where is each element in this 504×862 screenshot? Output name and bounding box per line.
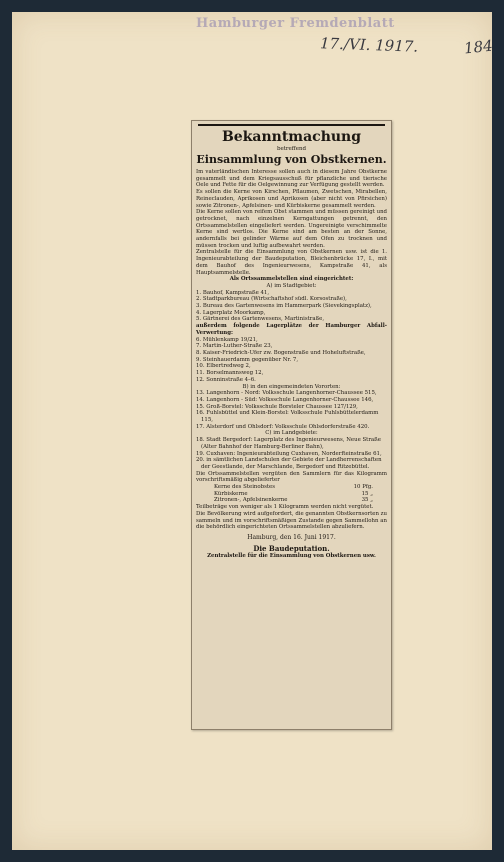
notice-betreffend: betreffend — [276, 146, 307, 152]
list-item: 19. Cuxhaven: Ingenieurabteilung Cuxhaven, Norderfteinstraße 61, — [196, 450, 382, 457]
section-c-heading: C) im Landgebiete: — [265, 430, 318, 437]
list-item: 15. Groß-Borstel: Volksschule Borsteler Chaussee 127/129, — [196, 403, 358, 410]
list-item: 3. Bureau des Gartenwesens im Hammerpark (Sievekingsplatz), — [196, 303, 372, 310]
list-item: 13. Langenhorn - Nord: Volksschule Langenhorner-Chaussee 515, — [196, 390, 377, 397]
newspaper-stamp: Hamburger Fremdenblatt — [196, 16, 395, 31]
list-item: 11. Borselmannsweg 12, — [196, 370, 264, 377]
list-item: 6. Mühlenkamp 19/21, — [196, 336, 258, 343]
list-item: 16. Fuhlsbüttel und Klein-Borstel: Volksschule Fuhlsbüttelerdamm 115, — [196, 410, 379, 424]
fee-label: Zitronen-, Apfelsinenkerne — [214, 497, 288, 504]
fee-row — [196, 497, 387, 504]
fee-label: Kürbiskerne — [214, 490, 248, 497]
list-item: 4. Lagerplatz Moorkamp, — [196, 309, 266, 316]
fee-row — [196, 484, 387, 491]
list-item: 7. Martin-Luther-Straße 23, — [196, 343, 273, 350]
list-item: 1. Bauhof, Kampstraße 41, — [196, 289, 270, 296]
list-item: 12. Sonninstraße 4–6. — [196, 376, 256, 383]
fee-row — [196, 491, 387, 498]
list-item: 10. Elbertredweg 2, — [196, 363, 251, 370]
fee-amount: 10 Pfg. — [353, 484, 373, 491]
handwritten-date: 17./VI. 1917. — [319, 34, 419, 56]
fee-table — [196, 484, 387, 504]
list-item: 18. Stadt Bergedorf: Lagerplatz des Ingenieurwesens, Neue Straße (Alter Bahnhof der Hamburg-Berliner Bahn), — [196, 437, 381, 450]
section-a-heading: A) im Stadtgebiet: — [266, 282, 317, 289]
fee-amount: 15 „ — [361, 490, 373, 497]
section-b-heading: B) in den eingemeindeten Vororten: — [242, 383, 341, 390]
paragraph: Die Kerne sollen von reifem Obst stammen und müssen gereinigt und getrocknet, nach einzelnen Kerngattungen getrennt, den Ortssammelstellen eingeliefert werden. Ungereinigte verschimmelte Kerne sind wertlos. Die Kerne sind am besten an der Sonne, andernfalls bei gelinder Wärme auf dem Ofen zu trocknen und müssen trocken und luftig aufbewahrt werden. — [196, 209, 387, 249]
list-item: 20. in sämtlichen Landschulen der Gebiete der Landherrenschaften der Geestlande, der Marschlande, Bergedorf und Ritzebüttel. — [196, 457, 382, 470]
place-date: Hamburg, den 16. Juni 1917. — [247, 533, 336, 541]
teillieferung-text: Teilbeträge von weniger als 1 Kilogramm werden nicht vergütet. — [196, 504, 374, 511]
list-item: 17. Alsterdorf und Ohlsdorf: Volksschule Ohlsdorferstraße 420. — [196, 423, 370, 430]
list-item: 8. Kaiser-Friedrich-Ufer zw. Bogenstraße und Hoheluftstraße, — [196, 349, 366, 356]
paragraph: Im vaterländischen Interesse sollen auch in diesem Jahre Obstkerne gesammelt und dem Kriegsausschuß für pflanzliche und tierische Oele und Fette für die Oelgewinnung zur Verfügung gestellt werden. — [196, 169, 387, 189]
list-item: 2. Stadtparkbureau (Wirtschaftshof südl. Korsostraße), — [196, 296, 347, 303]
archive-sheet — [12, 12, 492, 850]
notice-subtitle: Einsammlung von Obstkernen. — [196, 153, 387, 166]
verguetung-intro: Die Ortssammelstellen vergüten den Sammlern für das Kilogramm vorschriftsmäßig abgelieferter — [196, 470, 387, 484]
fee-amount: 35 „ — [361, 497, 373, 504]
list-item: 5. Gärtnerei des Gartenwesens, Martinistraße, — [196, 316, 325, 323]
ausserdem-text: außerdem folgende Lagerplätze der Hamburger Abfall-Verwertung: — [196, 323, 387, 336]
list-item: 9. Steinhauerdamm gegenüber Nr. 7, — [196, 356, 299, 363]
paragraph: Zentralstelle für die Einsammlung von Obstkernen usw. ist die 1. Ingenieurabteilung der Baudeputation, Bleichenbrücke 17, I., mit dem Bauhof des Ingenieurwesens, Kampstraße 41, als Hauptsammelstelle. — [196, 249, 387, 276]
list-item: 14. Langenhorn - Süd: Volksschule Langenhorner-Chaussee 146, — [196, 396, 374, 403]
signature: Die Baudeputation. — [253, 543, 330, 553]
newspaper-clipping — [191, 120, 392, 730]
sammelstellen-heading: Als Ortssammelstellen sind eingerichtet: — [229, 276, 354, 283]
signature-sub: Zentralstelle für die Einsammlung von Obstkernen usw. — [207, 552, 376, 559]
clipping-content — [196, 124, 387, 560]
aufruf-text: Die Bevölkerung wird aufgefordert, die genannten Obstkernsorten zu sammeln und im vorschriftsmäßigen Zustande gegen Sammellohn an die behördlich eingerichteten Ortssammelstellen abzuliefern. — [196, 510, 387, 531]
page-number: 184 — [463, 36, 494, 58]
paragraph: Es sollen die Kerne von Kirschen, Pflaumen, Zwetschen, Mirabellen, Reineclauden, Aprikosen und Aprikosen (aber nicht von Pfirsichen) sowie Zitronen-, Apfelsinen- und Kürbiskerne gesammelt werden. — [196, 189, 387, 209]
fee-label: Kerne des Steinobstes — [214, 484, 275, 491]
notice-title: Bekanntmachung — [198, 124, 385, 146]
